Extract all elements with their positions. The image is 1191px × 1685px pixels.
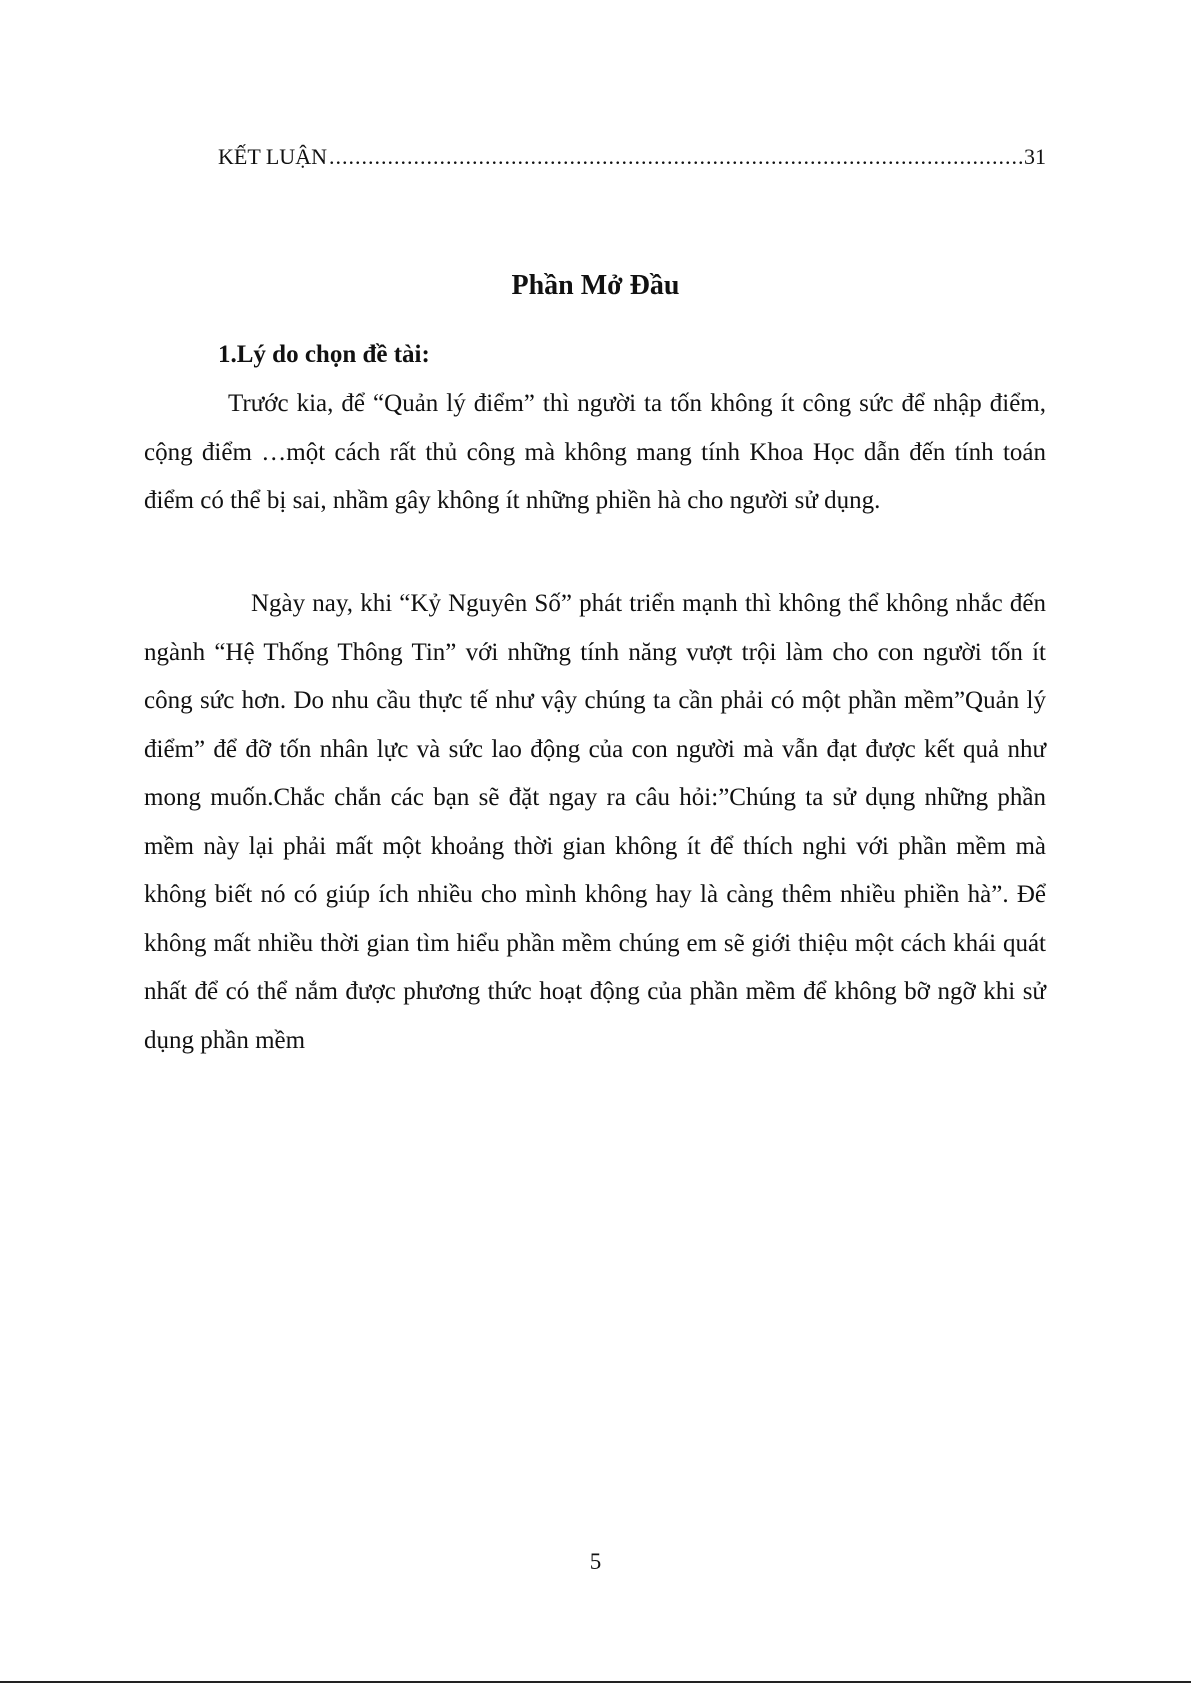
toc-entry — [218, 142, 1046, 172]
toc-entry-title: KẾT LUẬN — [218, 144, 327, 169]
toc-dot-leader — [329, 142, 1022, 172]
subsection-title: 1.Lý do chọn đề tài: — [218, 341, 430, 368]
paragraph-intro: Trước kia, để “Quản lý điểm” thì người ta tốn không ít công sức để nhập điểm, cộng điểm …một cách rất thủ công mà không mang tính Khoa Học dẫn đến tính toán điểm có thể bị sai, nhầm gây không ít những phiền hà cho người sử dụng. — [144, 390, 1046, 514]
toc-entry-page: 31 — [1024, 144, 1046, 169]
page-number: 5 — [589, 1549, 602, 1574]
paragraph-body: Ngày nay, khi “Kỷ Nguyên Số” phát triển mạnh thì không thể không nhắc đến ngành “Hệ Thống Thông Tin” với những tính năng vượt trội làm cho con người tốn ít công sức hơn. Do nhu cầu thực tế như vậy chúng ta cần phải có một phần mềm”Quản lý điểm” để đỡ tốn nhân lực và sức lao động của con người mà vẫn đạt được kết quả như mong muốn.Chắc chắn các bạn sẽ đặt ngay ra câu hỏi:”Chúng ta sử dụng những phần mềm này lại phải mất một khoảng thời gian không ít để thích nghi với phần mềm mà không biết nó có giúp ích nhiều cho mình không hay là càng thêm nhiều phiền hà”. Để không mất nhiều thời gian tìm hiểu phần mềm chúng em sẽ giới thiệu một cách khái quát nhất để có thể nắm được phương thức hoạt động của phần mềm để không bỡ ngỡ khi sử dụng phần mềm — [144, 590, 1046, 1054]
section-title: Phần Mở Đầu — [511, 270, 680, 301]
page-bottom-rule — [0, 1681, 1191, 1683]
